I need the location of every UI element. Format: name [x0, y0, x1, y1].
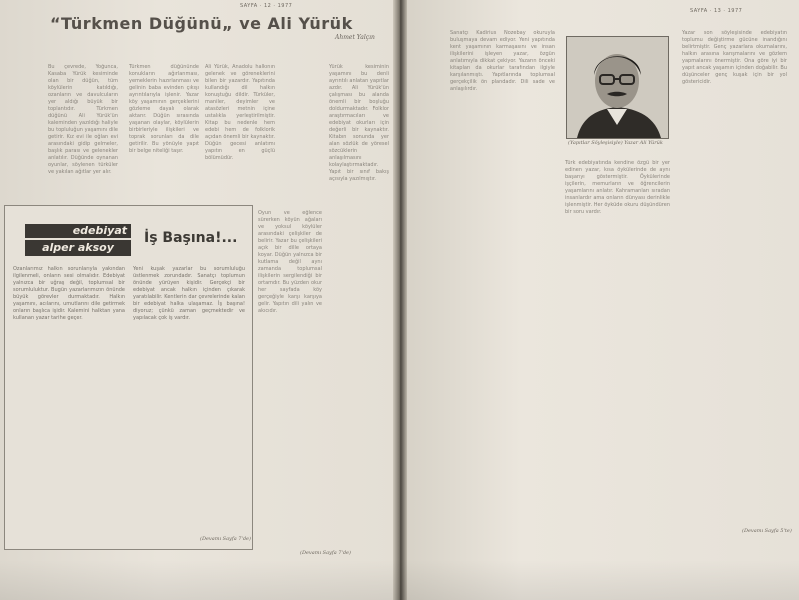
photo-caption: (Yapıtlar Söyleşisiyle) Yazar Ali Yürük — [568, 140, 663, 146]
section-label: edebiyat — [25, 224, 131, 238]
right-continuation-note: (Devamı Sayfa 5'te) — [742, 528, 792, 534]
article-title: “Türkmen Düğünü„ ve Ali Yürük — [50, 14, 353, 33]
box-column-1: Ozanlarımız halkın sorunlarıyla yakından ilgilenmeli, onların sesi olmalıdır. Edebiyat yalnızca bir uğraş değil, toplumsal bir sorumluluktur. Bugün yazarlarımızın önünde büyük görevler durmaktadır. Halkın yaşamını, acılarını, umutlarını dile getirmek onların başlıca işidir. Kalemini halktan yana kullanan yazar tarihe geçer. — [13, 266, 125, 321]
column-author: alper aksoy — [25, 240, 131, 256]
left-running-head: SAYFA · 12 · 1977 — [240, 3, 293, 9]
column-title: İş Başına!... — [144, 230, 238, 246]
right-running-head: SAYFA · 13 · 1977 — [690, 8, 743, 14]
article-column-2: Türkmen düğününde konukların ağırlanması, yemeklerin hazırlanması ve gelinin baba evinden çıkışı ayrıntılarıyla işlenir. Yazar köy yaşamının gerçeklerini gözleme dayalı olarak aktarır. Düğün sırasında yaşanan olaylar, köylülerin birbirleriyle ilişkileri ve toprak sorunları da dile getirilir. Bu yönüyle yapıt bir belge niteliği taşır. — [129, 64, 199, 154]
edebiyat-column-box — [4, 205, 253, 550]
box-column-2: Yeni kuşak yazarlar bu sorumluluğu üstlenmek zorundadır. Sanatçı toplumun önünde yürüyen kişidir. Gerçekçi bir edebiyat ancak halkın içinden çıkarak yaratılabilir. Kentlerin dar çevrelerinde kalan bir edebiyat halka ulaşamaz. İş başına! diyoruz; çünkü zaman geçmektedir ve yapılacak çok iş vardır. — [133, 266, 245, 321]
right-column-1: Sanatçı Kadirius Nozebay okuruyla buluşmaya devam ediyor. Yeni yapıtında kent yaşamının karmaşasını ve insan ilişkilerini işleyen yazar, özgün anlatımıyla dikkat çekiyor. Yazarın önceki kitapları da okurlar tarafından ilgiyle karşılanmıştı. Yapıtlarında toplumsal gerçekçilik ön plandadır. Dili sade ve anlaşılırdır. — [450, 30, 555, 92]
article-column-5: Yürük kesiminin yaşamını bu denli ayrıntılı anlatan yapıtlar azdır. Ali Yürük'ün çalışması bu alanda önemli bir boşluğu doldurmaktadır. Folklor araştırmacıları ve edebiyat okurları için değerli bir kaynaktır. Kitabın sonunda yer alan sözlük de yöresel sözcüklerin anlaşılmasını kolaylaştırmaktadır. Yapıt bir sınıf bakış açısıyla yazılmıştır. — [329, 64, 389, 182]
author-portrait-photo — [566, 36, 669, 139]
article-column-1: Bu çevrede, Yoğunca, Kasaba Yürük kesiminde olan bir düğün, tüm köylülerin katıldığı, ozanların ve davulcuların yer aldığı büyük bir toplantıdır. Türkmen düğünü Ali Yürük'ün kaleminden yazıldığı haliyle bu topluluğun yaşamını dile getirir. Kız evi ile oğlan evi arasındaki gidip gelmeler, başlık parası ve gelenekler anlatılır. Düğünde oynanan oyunlar, söylenen türküler ve yakılan ağıtlar yer alır. — [48, 64, 118, 175]
article-column-4: Oyun ve eğlence sürerken köyün ağaları ve yoksul köylüler arasındaki çelişkiler de belirir. Yazar bu çelişkileri açık bir dille ortaya koyar. Düğün yalnızca bir kutlama değil aynı zamanda toplumsal ilişkilerin sergilendiği bir ortamdır. Bu yüzden okur her sayfada köy gerçeğiyle karşı karşıya gelir. Yapıtın dili yalın ve akıcıdır. — [258, 210, 322, 314]
right-column-3: Yazar son söyleşisinde edebiyatın toplumu değiştirme gücüne inandığını belirtmiştir. Genç yazarlara okumalarını, halkın arasına karışmalarını ve gözlem yapmalarını önermiştir. Ona göre iyi bir yapıt ancak yaşamın içinden doğabilir. Bu düşünceler genç kuşak için bir yol göstericidir. — [682, 30, 787, 85]
article-column-3: Ali Yürük, Anadolu halkının gelenek ve göreneklerini bilen bir yazardır. Yapıtında kullandığı dil halkın konuştuğu dildir. Türküler, maniler, deyimler ve atasözleri metnin içine ustalıkla yerleştirilmiştir. Kitap bu nedenle hem edebi hem de folklorik açıdan önemli bir kaynaktır. Düğün gecesi anlatımı yapıtın en güçlü bölümüdür. — [205, 64, 275, 161]
continuation-note: (Devamı Sayfa 7'de) — [300, 550, 351, 556]
right-column-2: Türk edebiyatında kendine özgü bir yer edinen yazar, kısa öykülerinde de aynı başarıyı göstermiştir. Öykülerinde işçilerin, memurların ve öğrencilerin yaşamlarını anlatır. Kahramanları sıradan insanlardır ama onların dünyası derinlikle işlenmiştir. Her öyküde okuru düşündüren bir soru vardır. — [565, 160, 670, 215]
portrait-image — [567, 37, 668, 138]
box-signature: (Devamı Sayfa 7'de) — [200, 536, 251, 542]
article-byline: Ahmet Yalçın — [335, 34, 375, 41]
page-gutter — [393, 0, 407, 600]
